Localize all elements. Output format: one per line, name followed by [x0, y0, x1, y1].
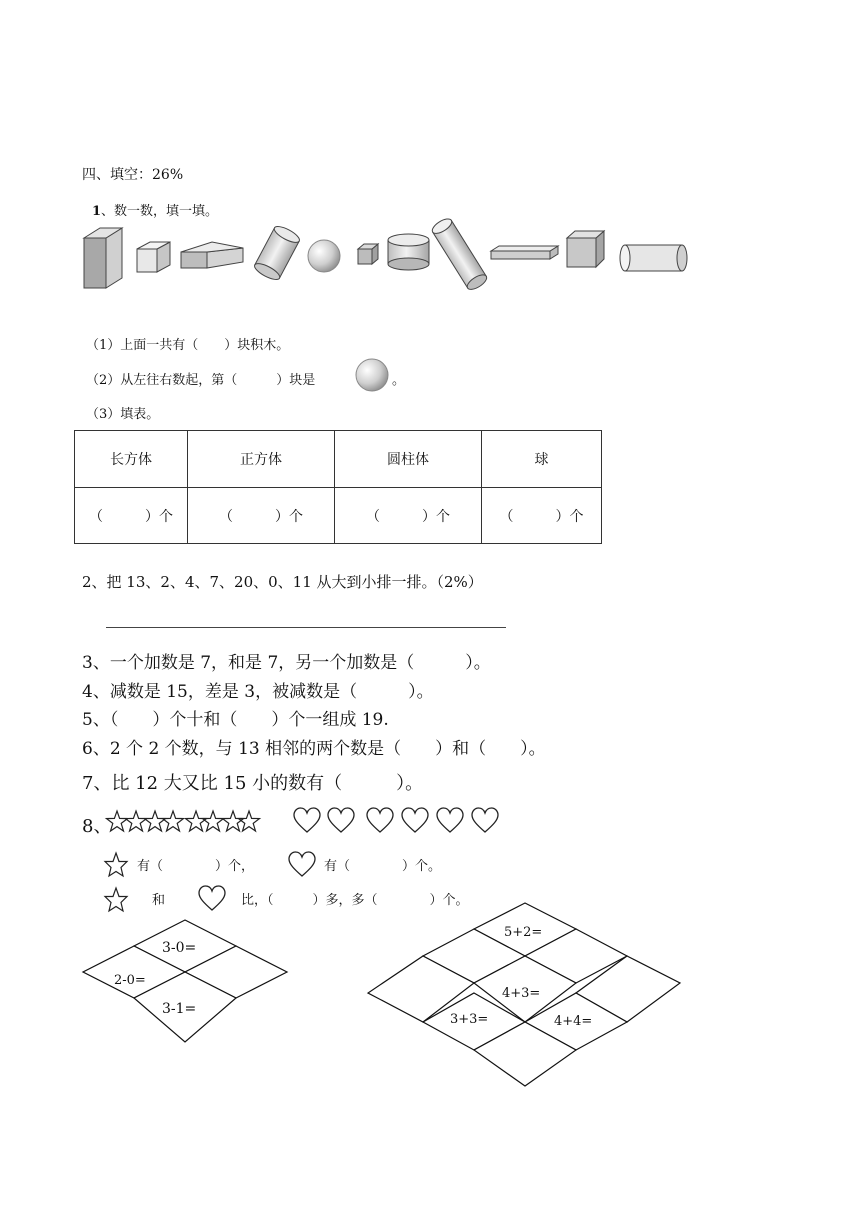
- q5-text: 5、（ ）个十和（ ）个一组成 19.: [82, 710, 389, 730]
- table-header-cell: 球: [482, 431, 602, 488]
- q8-line2-a: 和: [152, 893, 166, 908]
- q8-line2-b: 比，（ ）多，多（ ）个。: [241, 893, 469, 908]
- q1-sub2-end: 。: [392, 373, 406, 388]
- q6-text: 6、2 个 2 个数，与 13 相邻的两个数是（ ）和（ ）。: [82, 739, 546, 759]
- q1-sub3: （3）填表。: [86, 407, 160, 422]
- q1-text: 、数一数，填一填。: [101, 204, 219, 219]
- q1-number: 1: [92, 204, 102, 219]
- puzzle-cell-label: 3+3=: [450, 1012, 489, 1027]
- table-blank-cell[interactable]: （ ）个: [335, 488, 482, 544]
- q1-sub2-text: （2）从左往右数起，第（ ）块是: [86, 373, 316, 388]
- puzzle-cell-label: 4+4=: [554, 1014, 593, 1029]
- table-blank-cell[interactable]: （ ）个: [482, 488, 602, 544]
- puzzle-cell-label: 2-0=: [114, 973, 146, 988]
- table-blank-cell[interactable]: （ ）个: [75, 488, 188, 544]
- q8-line1-b: 有（ ）个。: [324, 859, 442, 874]
- q7-text: 7、比 12 大又比 15 小的数有（ ）。: [82, 773, 424, 794]
- table-blank-cell[interactable]: （ ）个: [188, 488, 335, 544]
- puzzle-cell-label: 5+2=: [504, 925, 543, 940]
- q8-line1-a: 有（ ）个，: [137, 859, 255, 874]
- table-header-cell: 长方体: [75, 431, 188, 488]
- puzzle-cell-label: 3-1=: [162, 1001, 197, 1017]
- q1-sub1: （1）上面一共有（ ）块积木。: [86, 338, 290, 353]
- q8-number: 8、: [82, 816, 112, 837]
- q3-text: 3、一个加数是 7，和是 7，另一个加数是（ ）。: [82, 653, 491, 673]
- puzzle-cell-label: 4+3=: [502, 986, 541, 1001]
- puzzle-cell-label: 3-0=: [162, 940, 197, 956]
- q2-text: 2、把 13、2、4、7、20、0、11 从大到小排一排。（2%）: [82, 573, 483, 591]
- q4-text: 4、减数是 15，差是 3，被减数是（ ）。: [82, 682, 434, 702]
- table-header-cell: 正方体: [188, 431, 335, 488]
- table-header-cell: 圆柱体: [335, 431, 482, 488]
- section-title: 四、填空：26%: [82, 167, 184, 183]
